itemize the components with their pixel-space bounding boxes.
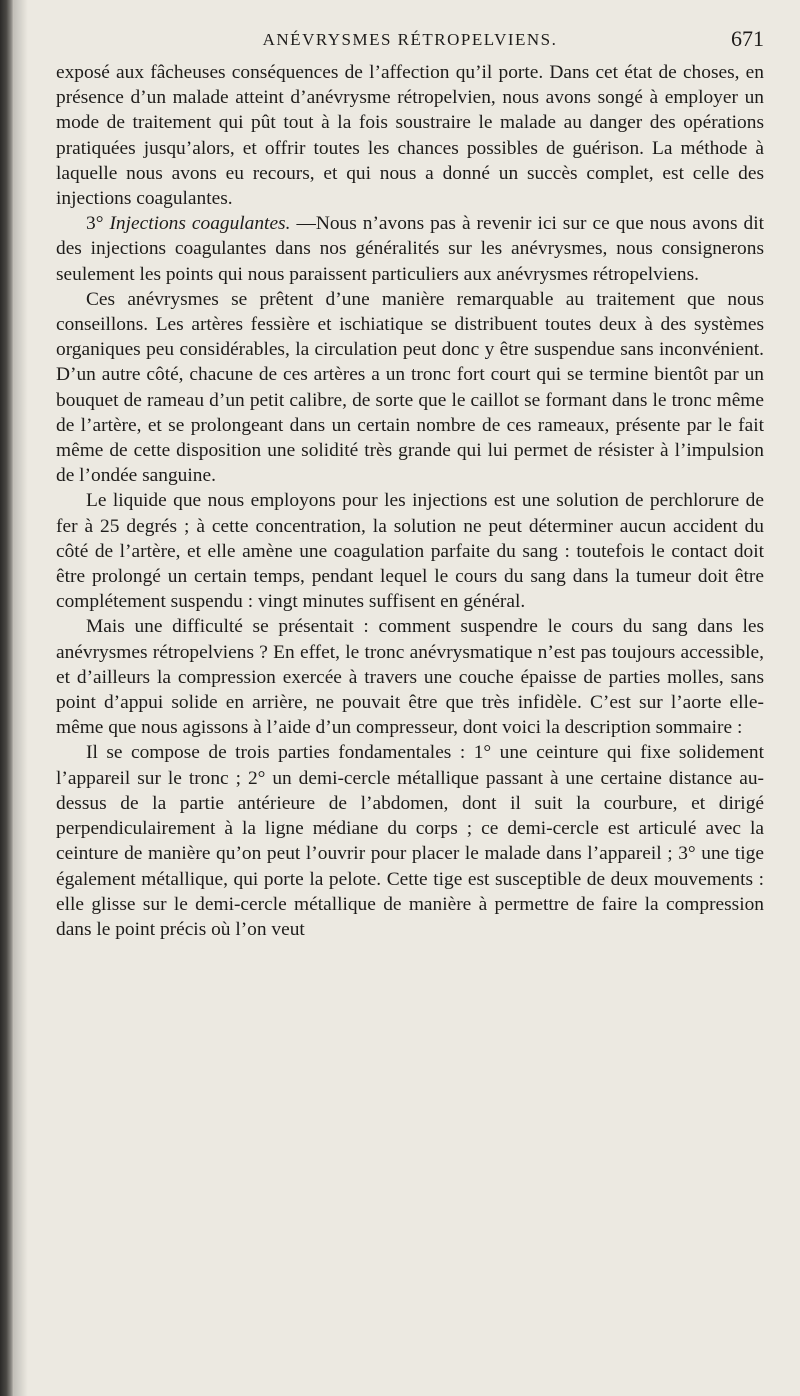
book-binding-edge xyxy=(0,0,14,1396)
paragraph-1-text: exposé aux fâcheuses conséquences de l’affection qu’il porte. Dans cet état de choses, en présence d’un malade atteint d’anévrysme rétropelvien, nous avons songé à employer un mode de traitement qui pût tout à la fois soustraire le malade au danger des opérations pratiquées jusqu’alors, et offrir toutes les chances possibles de guérison. La méthode à laquelle nous avons eu recours, et qui nous a donné un succès complet, est celle des injections coagulantes. xyxy=(56,62,764,210)
paragraph-5-text: Mais une difficulté se présentait : comment suspendre le cours du sang dans les anévrysmes rétropelviens ? En effet, le tronc anévrysmatique n’est pas toujours accessible, et d’ailleurs la compression exercée à travers une couche épaisse de parties molles, sans point d’appui solide en arrière, ne pouvait être que très infidèle. C’est sur l’aorte elle-même que nous agissons à l’aide d’un compresseur, dont voici la description sommaire : xyxy=(56,616,764,739)
paragraph-2-number: 3° xyxy=(86,213,110,235)
paragraph-3 xyxy=(56,287,764,489)
book-page xyxy=(56,26,764,942)
paragraph-2-heading: Injections coagulantes. xyxy=(109,213,291,235)
paragraph-5 xyxy=(56,614,764,740)
running-head-title: ANÉVRYSMES RÉTROPELVIENS. xyxy=(262,30,558,49)
paragraph-1 xyxy=(56,60,764,211)
paragraph-4 xyxy=(56,488,764,614)
gutter-shadow xyxy=(14,0,28,1396)
paragraph-2-text: —Nous n’avons pas à revenir ici sur ce que nous avons dit des injections coagulantes dans nos généralités sur les anévrysmes, nous consignerons seulement les points qui nous paraissent particuliers aux anévrysmes rétropelviens. xyxy=(56,213,764,285)
page-number: 671 xyxy=(731,26,764,51)
paragraph-6 xyxy=(56,740,764,942)
paragraph-3-text: Ces anévrysmes se prêtent d’une manière remarquable au traitement que nous conseillons. Les artères fessière et ischiatique se distribuent toutes deux à des systèmes organiques peu considérables, la circulation peut donc y être suspendue sans inconvénient. D’un autre côté, chacune de ces artères a un tronc fort court qui se termine bientôt par un bouquet de rameau d’un petit calibre, de sorte que le caillot se formant dans le tronc même de l’artère, et se prolongeant dans un certain nombre de ces rameaux, présente par le fait même de cette disposition une solidité très grande qui lui permet de résister à l’impulsion de l’ondée sanguine. xyxy=(56,288,764,487)
body-text xyxy=(56,60,764,942)
paragraph-6-text: Il se compose de trois parties fondamentales : 1° une ceinture qui fixe solidement l’appareil sur le tronc ; 2° un demi-cercle métallique passant à une certaine distance au-dessus de la partie antérieure de l’abdomen, dont il suit la courbure, et dirigé perpendiculairement à la ligne médiane du corps ; ce demi-cercle est articulé avec la ceinture de manière qu’on peut l’ouvrir pour placer le malade dans l’appareil ; 3° une tige également métallique, qui porte la pelote. Cette tige est susceptible de deux mouvements : elle glisse sur le demi-cercle métallique de manière à permettre de faire la compression dans le point précis où l’on veut xyxy=(56,742,764,940)
paragraph-4-text: Le liquide que nous employons pour les injections est une solution de perchlorure de fer à 25 degrés ; à cette concentration, la solution ne peut déterminer aucun accident du côté de l’artère, et elle amène une coagulation parfaite du sang : toutefois le contact doit être prolongé un certain temps, pendant lequel le cours du sang dans la tumeur doit être complétement suspendu : vingt minutes suffisent en général. xyxy=(56,490,764,613)
paragraph-2 xyxy=(56,211,764,287)
running-head xyxy=(56,26,764,60)
